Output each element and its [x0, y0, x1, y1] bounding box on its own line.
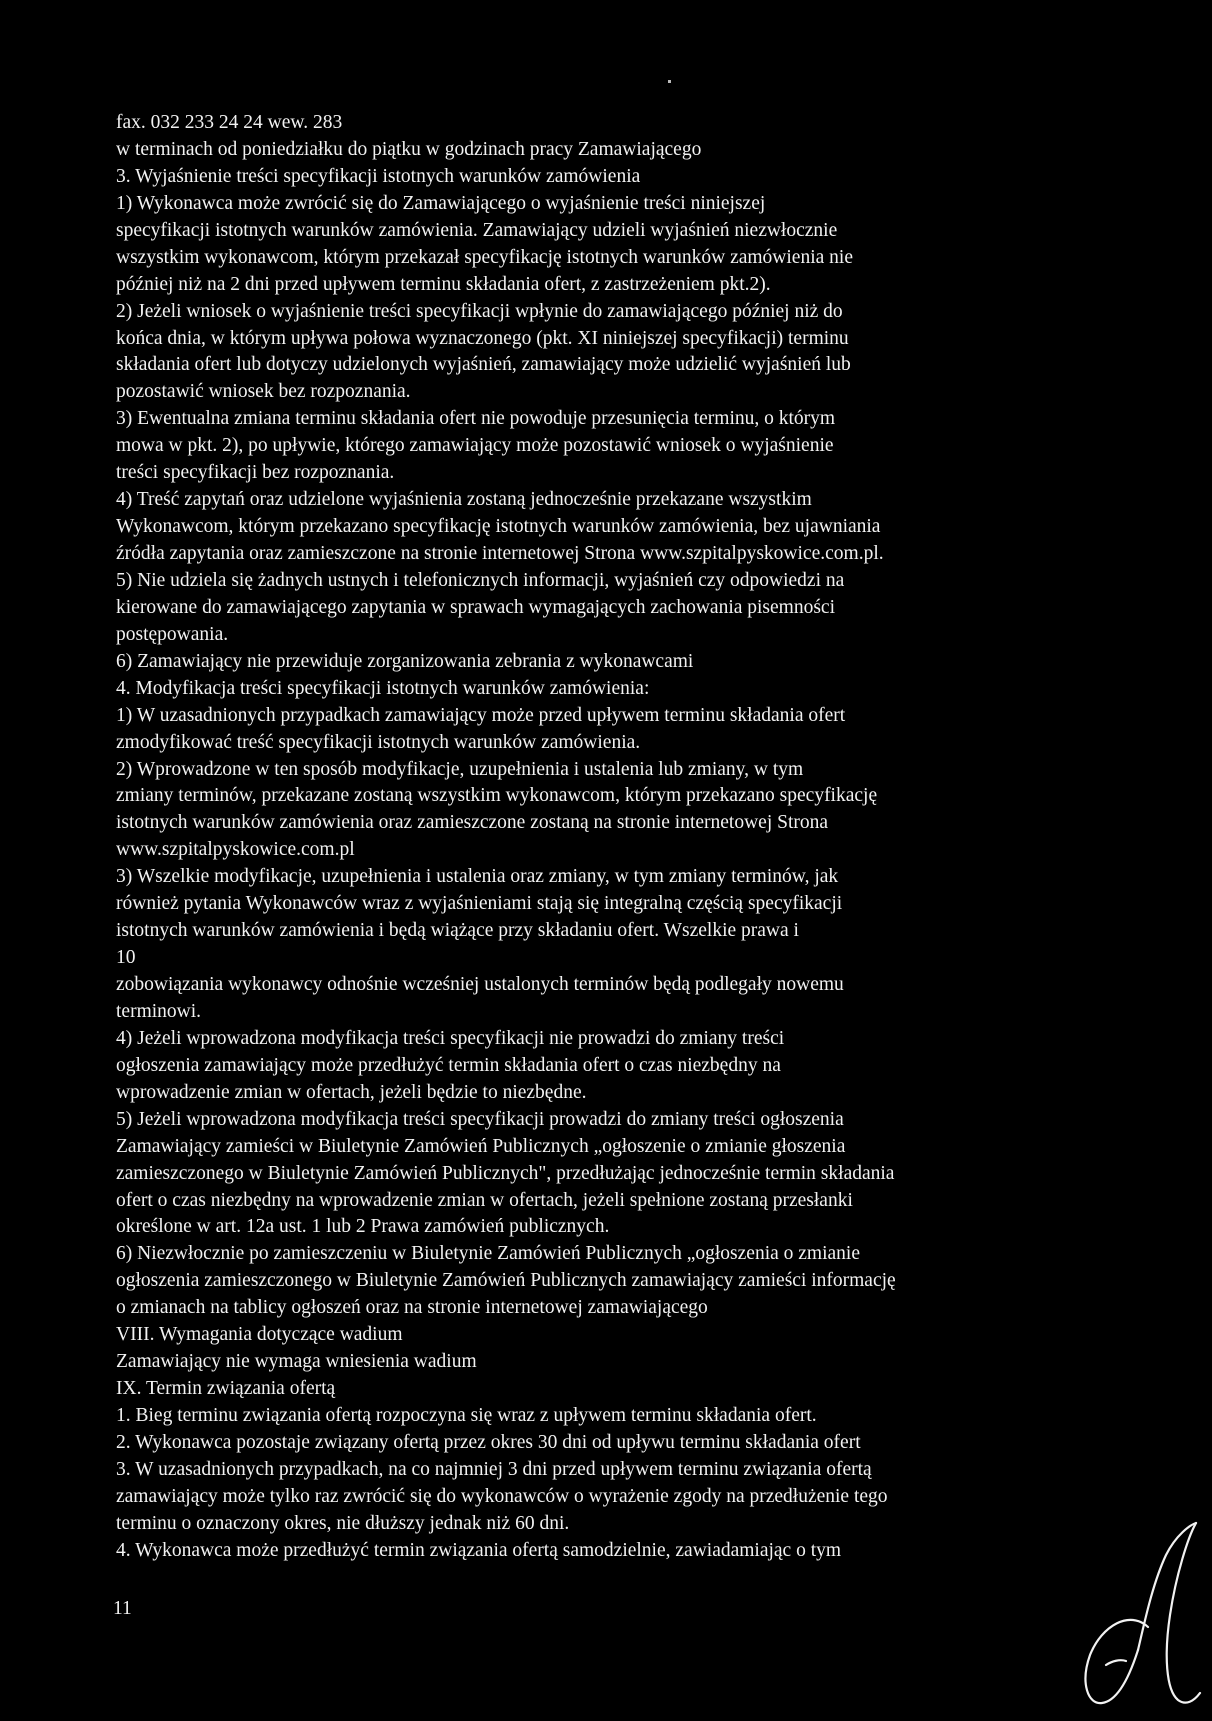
text-line: 6) Zamawiający nie przewiduje zorganizowania zebrania z wykonawcami	[116, 650, 694, 672]
text-line: 1. Bieg terminu związania ofertą rozpoczyna się wraz z upływem terminu składania ofert.	[116, 1405, 817, 1426]
text-line: zamawiający może tylko raz zwrócić się do wykonawców o wyrażenie zgody na przedłużenie tego	[116, 1485, 888, 1507]
text-line: 3. W uzasadnionych przypadkach, na co najmniej 3 dni przed upływem terminu związania ofertą	[116, 1458, 872, 1480]
text-line: ogłoszenia zamieszczonego w Biuletynie Zamówień Publicznych zamawiający zamieści informację	[116, 1270, 896, 1292]
text-line: specyfikacji istotnych warunków zamówienia. Zamawiający udzieli wyjaśnień niezwłocznie	[116, 219, 838, 241]
section-heading: 3. Wyjaśnienie treści specyfikacji istotnych warunków zamówienia	[116, 165, 641, 187]
section-heading: IX. Termin związania ofertą	[116, 1378, 336, 1400]
text-line: pozostawić wniosek bez rozpoznania.	[116, 381, 411, 403]
text-line: 4. Wykonawca może przedłużyć termin związania ofertą samodzielnie, zawiadamiając o tym	[116, 1539, 842, 1561]
text-line: źródła zapytania oraz zamieszczone na stronie internetowej Strona www.szpitalpyskowice.com.pl.	[116, 543, 884, 564]
scan-speck	[668, 80, 671, 83]
text-line: postępowania.	[116, 623, 229, 645]
text-line: 2) Wprowadzone w ten sposób modyfikacje, uzupełnienia i ustalenia lub zmiany, w tym	[116, 758, 804, 780]
text-line: również pytania Wykonawców wraz z wyjaśnieniami stają się integralną częścią specyfikacji	[116, 893, 843, 915]
text-line: 4) Jeżeli wprowadzona modyfikacja treści specyfikacji nie prowadzi do zmiany treści	[116, 1027, 785, 1049]
text-line: określone w art. 12a ust. 1 lub 2 Prawa zamówień publicznych.	[116, 1216, 610, 1238]
text-line: 1) W uzasadnionych przypadkach zamawiający może przed upływem terminu składania ofert	[116, 704, 846, 726]
text-line: istotnych warunków zamówienia i będą wiążące przy składaniu ofert. Wszelkie prawa i	[116, 920, 799, 942]
text-line: 4) Treść zapytań oraz udzielone wyjaśnienia zostaną jednocześnie przekazane wszystkim	[116, 489, 812, 511]
text-line: istotnych warunków zamówienia oraz zamieszczone zostaną na stronie internetowej Strona	[116, 812, 829, 834]
text-line: wprowadzenie zmian w ofertach, jeżeli będzie to niezbędne.	[116, 1081, 587, 1103]
text-line: później niż na 2 dni przed upływem terminu składania ofert, z zastrzeżeniem pkt.2).	[116, 273, 771, 295]
text-line: Wykonawcom, którym przekazano specyfikację istotnych warunków zamówienia, bez ujawniania	[116, 516, 881, 538]
text-line: kierowane do zamawiającego zapytania w sprawach wymagających zachowania pisemności	[116, 596, 836, 618]
signature-icon	[1060, 1515, 1210, 1721]
text-line: www.szpitalpyskowice.com.pl	[116, 839, 355, 861]
section-heading: 4. Modyfikacja treści specyfikacji istotnych warunków zamówienia:	[116, 677, 650, 699]
text-line: zamieszczonego w Biuletynie Zamówień Publicznych", przedłużając jednocześnie termin składania	[116, 1162, 895, 1184]
text-line: 1) Wykonawca może zwrócić się do Zamawiającego o wyjaśnienie treści niniejszej	[116, 192, 766, 214]
text-line: mowa w pkt. 2), po upływie, którego zamawiający może pozostawić wniosek o wyjaśnienie	[116, 435, 834, 457]
text-line: Zamawiający nie wymaga wniesienia wadium	[116, 1351, 477, 1373]
text-line: ofert o czas niezbędny na wprowadzenie zmian w ofertach, jeżeli spełnione zostaną przesłanki	[116, 1189, 853, 1211]
text-line: zmiany terminów, przekazane zostaną wszystkim wykonawcom, którym przekazano specyfikację	[116, 785, 878, 807]
text-line: 2) Jeżeli wniosek o wyjaśnienie treści specyfikacji wpłynie do zamawiającego później niż do	[116, 300, 843, 322]
text-line: 10	[116, 947, 136, 969]
text-line: Zamawiający zamieści w Biuletynie Zamówień Publicznych „ogłoszenie o zmianie głoszenia	[116, 1135, 846, 1157]
text-line: treści specyfikacji bez rozpoznania.	[116, 462, 395, 484]
text-line: 3) Wszelkie modyfikacje, uzupełnienia i ustalenia oraz zmiany, w tym zmiany terminów, jak	[116, 866, 839, 888]
text-line: wszystkim wykonawcom, którym przekazał specyfikację istotnych warunków zamówienia nie	[116, 246, 853, 268]
text-line: zobowiązania wykonawcy odnośnie wcześniej ustalonych terminów będą podlegały nowemu	[116, 974, 844, 995]
text-line: terminowi.	[116, 1000, 202, 1022]
document-body	[116, 110, 1076, 1565]
text-line: zmodyfikować treść specyfikacji istotnych warunków zamówienia.	[116, 731, 641, 753]
text-line: 2. Wykonawca pozostaje związany ofertą przez okres 30 dni od upływu terminu składania ofert	[116, 1431, 861, 1453]
text-line: fax. 032 233 24 24 wew. 283	[116, 112, 343, 133]
text-line: o zmianach na tablicy ogłoszeń oraz na stronie internetowej zamawiającego	[116, 1297, 708, 1319]
text-line: 5) Nie udziela się żadnych ustnych i telefonicznych informacji, wyjaśnień czy odpowiedzi na	[116, 569, 845, 591]
text-line: 5) Jeżeli wprowadzona modyfikacja treści specyfikacji prowadzi do zmiany treści ogłoszenia	[116, 1108, 844, 1130]
text-line: terminu o oznaczony okres, nie dłuższy jednak niż 60 dni.	[116, 1512, 570, 1534]
text-line: 3) Ewentualna zmiana terminu składania ofert nie powoduje przesunięcia terminu, o którym	[116, 408, 836, 430]
text-line: ogłoszenia zamawiający może przedłużyć termin składania ofert o czas niezbędny na	[116, 1054, 781, 1076]
text-line: składania ofert lub dotyczy udzielonych wyjaśnień, zamawiający może udzielić wyjaśnień lub	[116, 354, 851, 376]
text-line: w terminach od poniedziałku do piątku w godzinach pracy Zamawiającego	[116, 138, 702, 160]
page-number: 11	[113, 1598, 132, 1619]
section-heading: VIII. Wymagania dotyczące wadium	[116, 1324, 403, 1346]
text-line: końca dnia, w którym upływa połowa wyznaczonego (pkt. XI niniejszej specyfikacji) terminu	[116, 327, 849, 349]
text-line: 6) Niezwłocznie po zamieszczeniu w Biuletynie Zamówień Publicznych „ogłoszenia o zmianie	[116, 1243, 860, 1265]
